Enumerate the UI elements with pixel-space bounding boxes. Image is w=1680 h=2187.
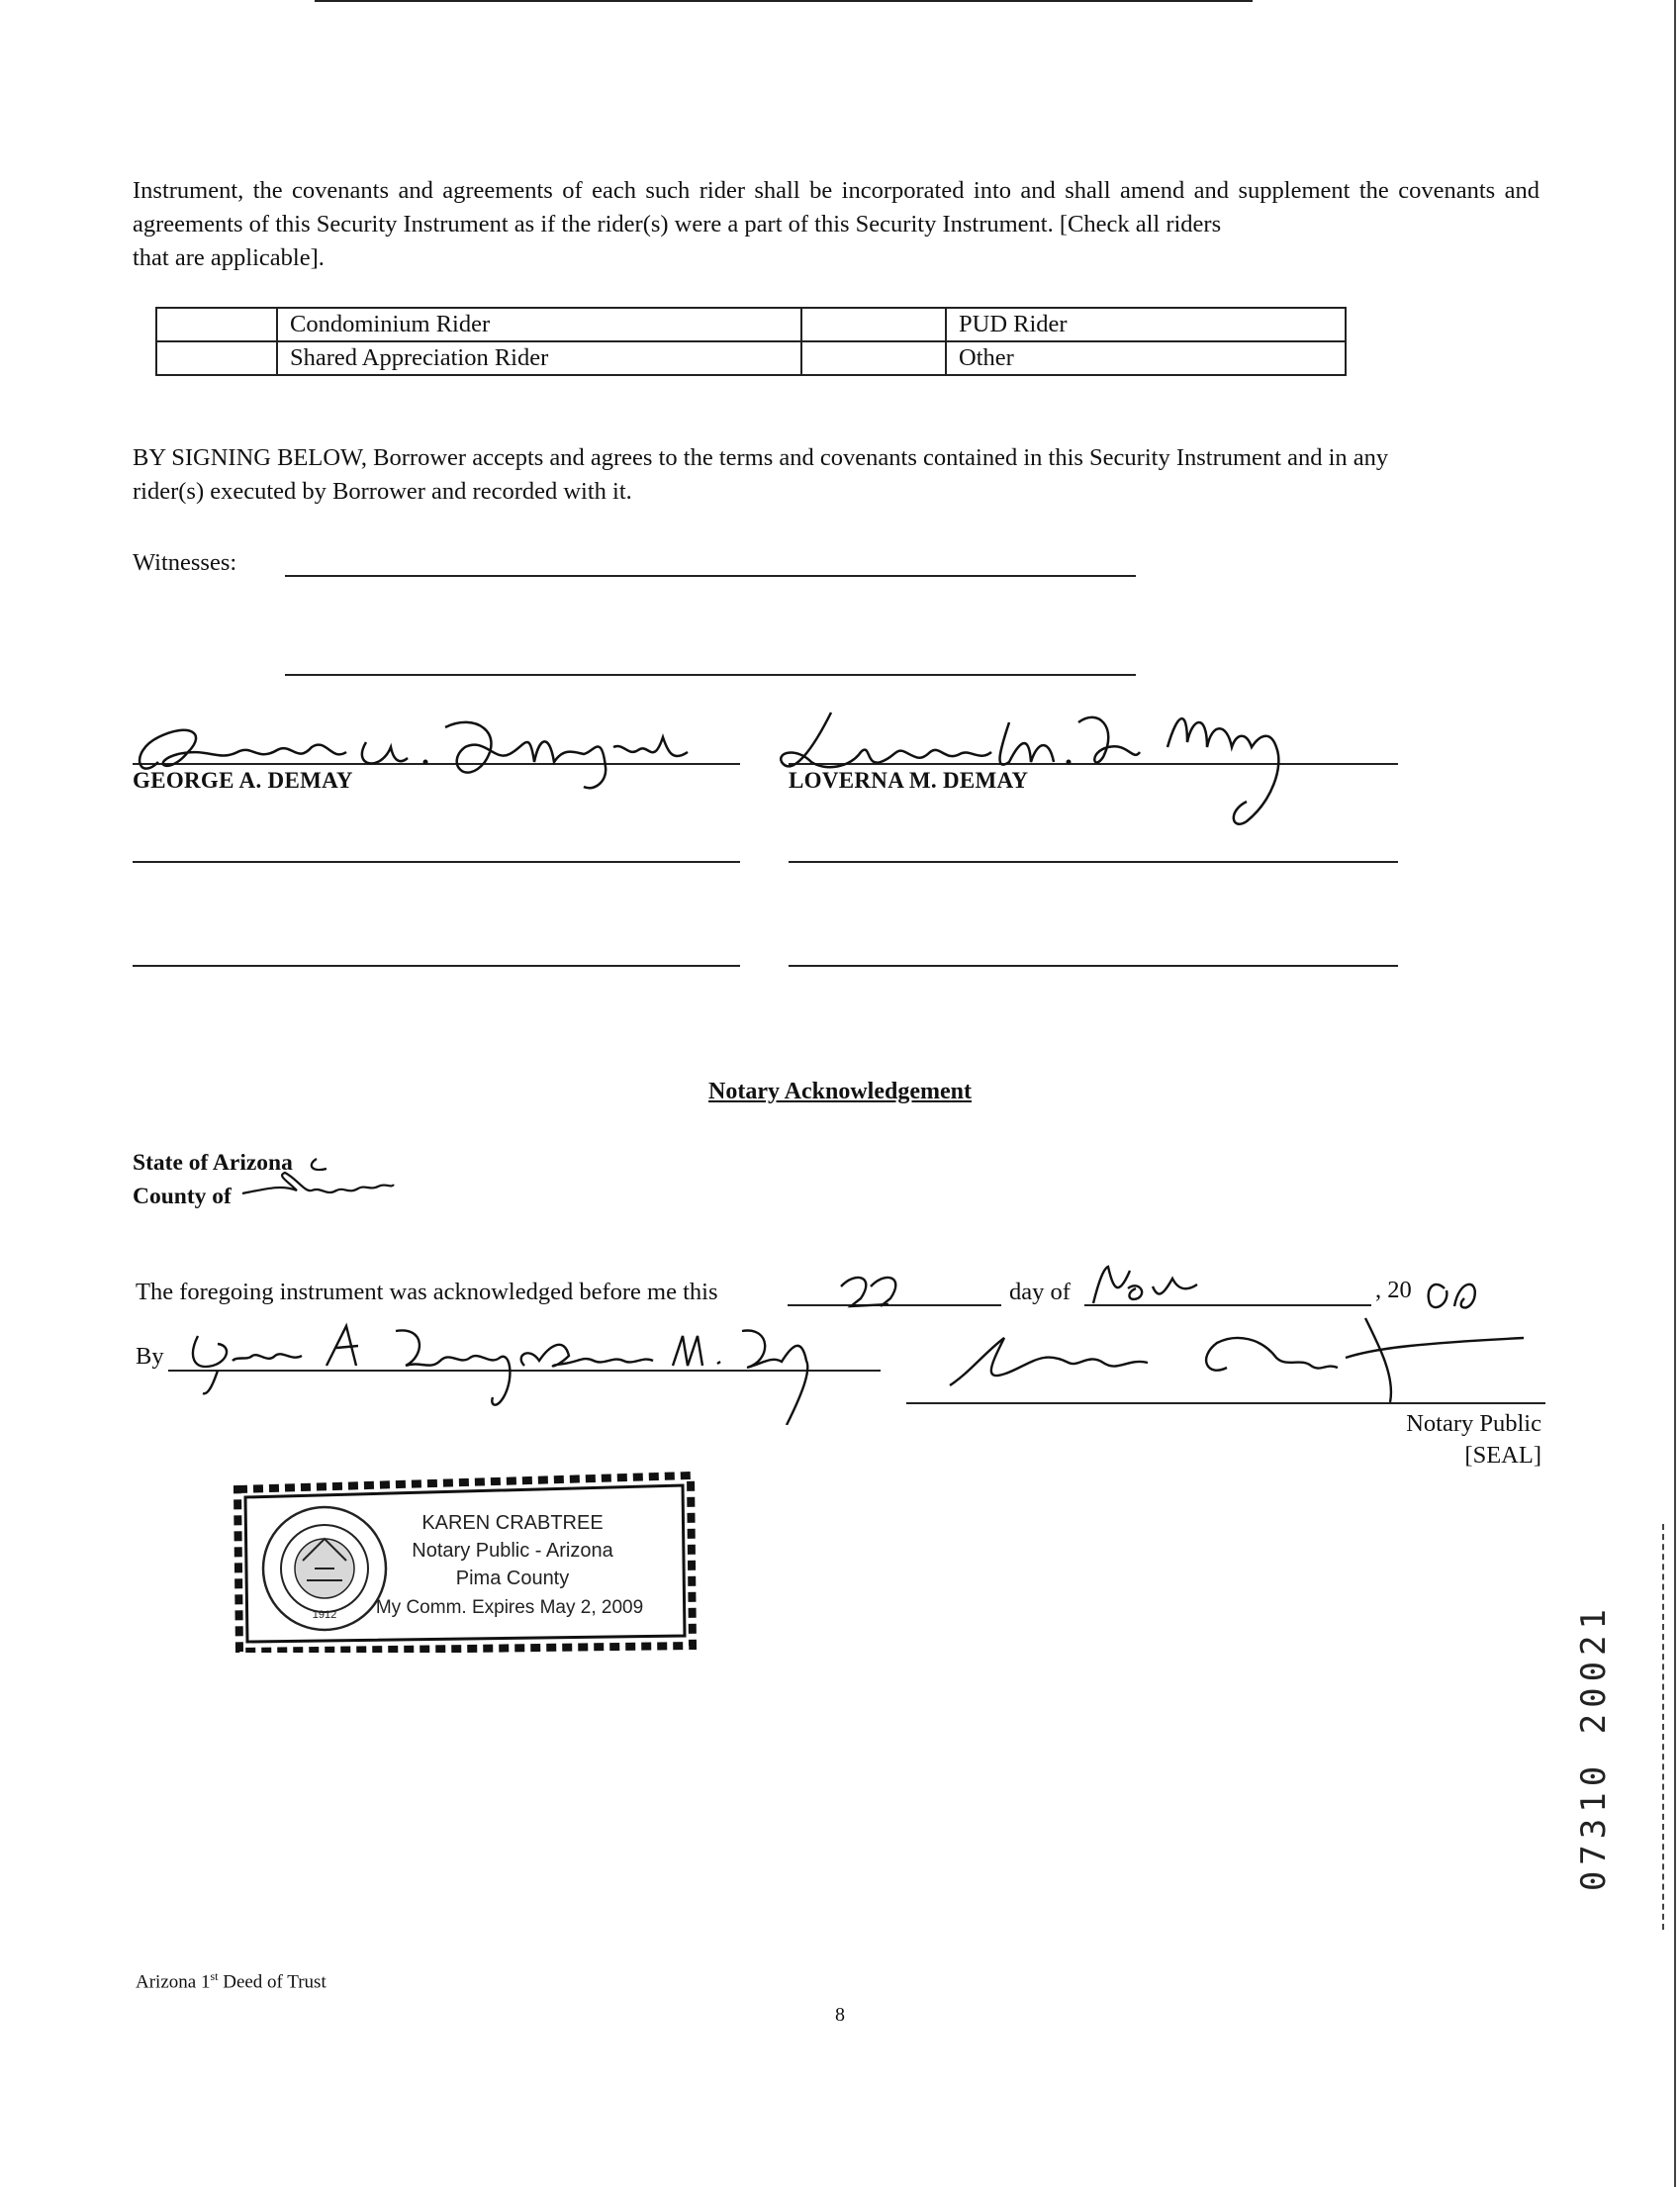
- signing-paragraph: [133, 441, 1540, 509]
- footer-title-sup: st: [210, 1969, 219, 1983]
- page-number: 8: [835, 2004, 845, 2026]
- recording-number: 07310 20021: [1574, 1603, 1614, 1892]
- rider-paragraph: [133, 174, 1540, 275]
- margin-dash: [1662, 1524, 1664, 1930]
- extra-signature-line-1[interactable]: [133, 861, 740, 863]
- rider-label-other: Other: [946, 341, 1346, 375]
- ack-year-prefix: , 20: [1375, 1277, 1412, 1303]
- by-handwriting: [178, 1316, 930, 1425]
- state-line: State of Arizona: [133, 1150, 293, 1176]
- notary-public-block: [1406, 1408, 1541, 1472]
- county-handwriting: [237, 1151, 396, 1210]
- rider-label-pud: PUD Rider: [946, 308, 1346, 341]
- stamp-name: KAREN CRABTREE: [421, 1512, 604, 1534]
- signing-paragraph-text: BY SIGNING BELOW, Borrower accepts and agrees to the terms and covenants contained in this Security Instrument and in any: [133, 444, 1389, 471]
- witness-line-2[interactable]: [285, 674, 1136, 676]
- extra-signature-line-2[interactable]: [789, 861, 1398, 863]
- signature-george: [119, 693, 752, 802]
- county-line: County of: [133, 1184, 232, 1209]
- notary-public-label: Notary Public: [1406, 1410, 1541, 1437]
- stamp-title: Notary Public - Arizona: [412, 1540, 613, 1562]
- rider-checkbox-shared-appreciation[interactable]: [156, 341, 277, 375]
- notary-title: Notary Acknowledgement: [708, 1079, 972, 1104]
- ack-by-label: By: [136, 1343, 164, 1370]
- rider-paragraph-text: Instrument, the covenants and agreements of each such rider shall be incorporated into and shall amend and supplement the covenants and agreements of this Security Instrument as if the rider(s) were a part of this Security Instrument. [Check all riders: [133, 177, 1540, 238]
- stamp-expiration: My Comm. Expires May 2, 2009: [375, 1597, 644, 1618]
- rider-checkbox-pud[interactable]: [801, 308, 946, 341]
- table-row: [156, 308, 1346, 341]
- footer-title-prefix: Arizona 1: [136, 1971, 211, 1993]
- footer-document-title: [136, 1969, 327, 1993]
- extra-signature-line-4[interactable]: [789, 965, 1398, 967]
- borrower-name-1: GEORGE A. DEMAY: [133, 768, 353, 793]
- rider-checkbox-condominium[interactable]: [156, 308, 277, 341]
- arizona-seal-icon: [263, 1507, 386, 1630]
- seal-year: 1912: [312, 1609, 337, 1621]
- signing-paragraph-end: rider(s) executed by Borrower and recorded with it.: [133, 478, 632, 505]
- riders-checklist: [155, 307, 1347, 376]
- witnesses-label: Witnesses:: [133, 549, 237, 576]
- page-edge: [1674, 0, 1676, 2187]
- borrower-name-2: LOVERNA M. DEMAY: [789, 768, 1029, 793]
- footer-title-suffix: Deed of Trust: [218, 1971, 327, 1993]
- rider-checkbox-other[interactable]: [801, 341, 946, 375]
- stamp-county: Pima County: [455, 1568, 570, 1589]
- notary-stamp: [226, 1470, 700, 1653]
- rider-paragraph-end: that are applicable].: [133, 244, 325, 271]
- top-rule: [315, 0, 1253, 2]
- rider-label-condominium: Condominium Rider: [277, 308, 801, 341]
- extra-signature-line-3[interactable]: [133, 965, 740, 967]
- witness-line-1[interactable]: [285, 575, 1136, 577]
- ack-day-of-label: day of: [1009, 1279, 1071, 1305]
- table-row: [156, 341, 1346, 375]
- rider-label-shared-appreciation: Shared Appreciation Rider: [277, 341, 801, 375]
- seal-label: [SEAL]: [1464, 1442, 1541, 1469]
- acknowledgement-text: The foregoing instrument was acknowledged before me this: [136, 1279, 718, 1305]
- signature-loverna: [772, 693, 1306, 841]
